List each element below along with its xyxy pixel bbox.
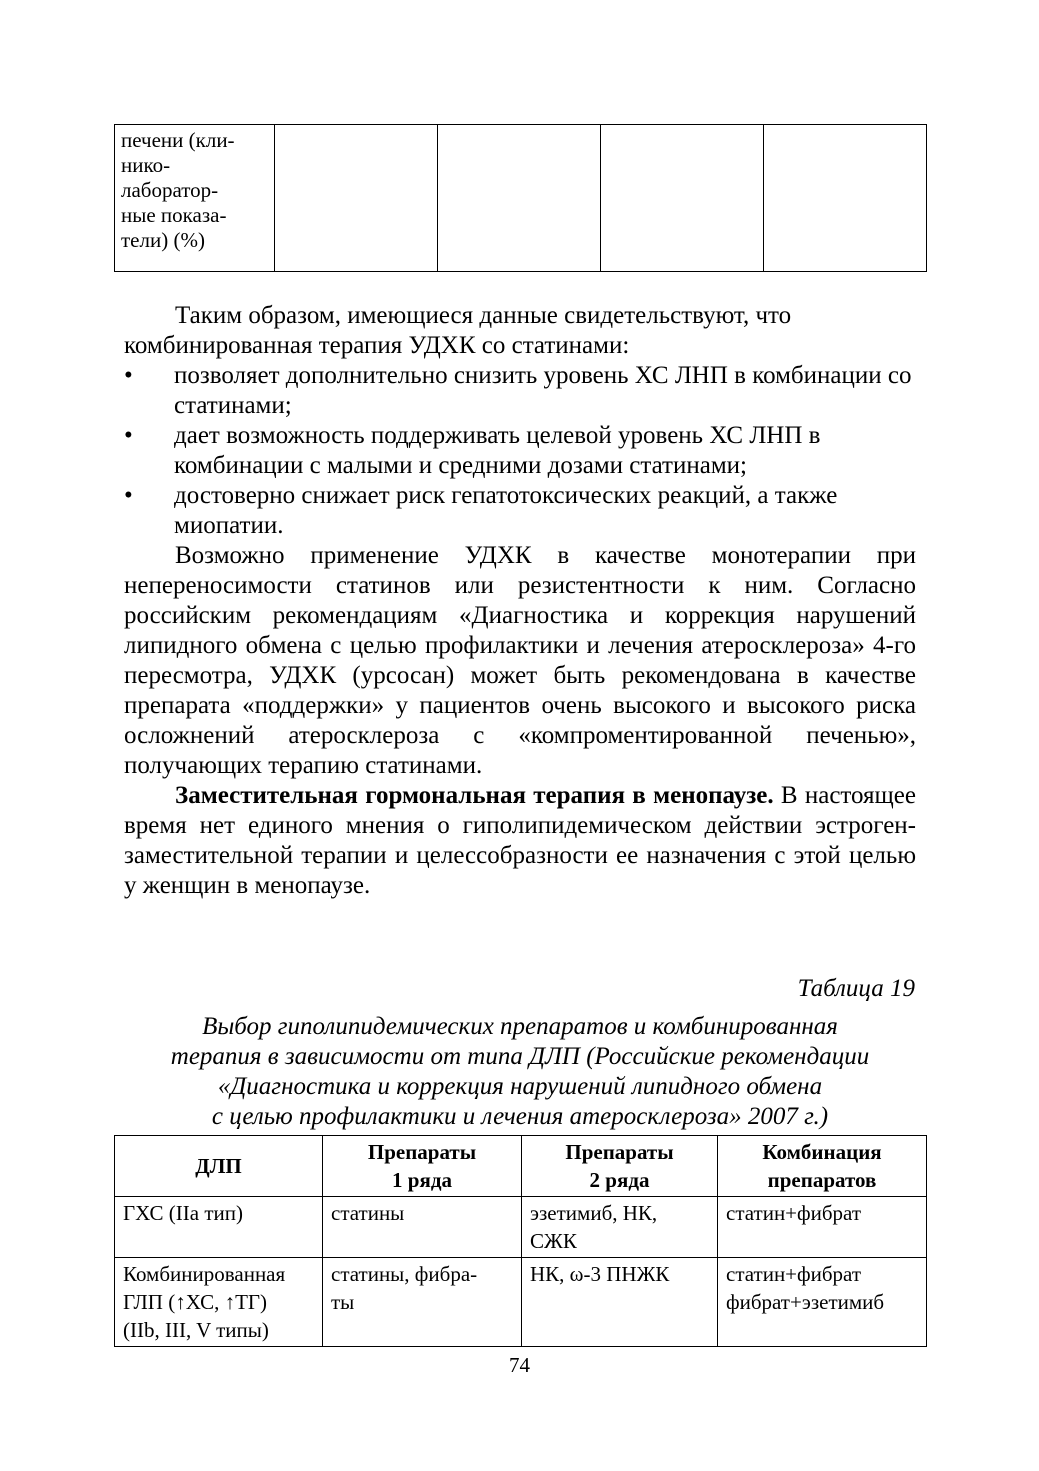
table-cell [115,125,275,272]
header-text-line: 1 ряда [392,1168,452,1192]
cell-text-line: статин+фибрат [726,1262,862,1286]
bullet-icon: • [124,482,133,509]
cell-text-line: статины, фибра- [331,1262,478,1286]
table-header-cell [718,1136,927,1197]
table-cell [522,1197,718,1258]
table-cell [115,1258,323,1347]
table-number: Таблица 19 [797,975,915,1002]
header-text-line: Препараты [367,1140,477,1164]
cell-text-line: нико- [121,153,171,177]
header-text-line: Комбинация [762,1140,882,1164]
table-cell [718,1258,927,1347]
cell-text-line: статины [331,1201,405,1225]
list-item [124,421,916,481]
table-header-cell [522,1136,718,1197]
table-cell [522,1258,718,1347]
table-row [115,125,927,272]
table-cell [323,1197,522,1258]
table-header-row [115,1136,927,1197]
bullet-list [124,361,916,541]
bullet-icon: • [124,422,133,449]
cell-text-line: ГЛП (↑ХС, ↑ТГ) [123,1290,268,1314]
table-row [115,1258,927,1347]
cell-text-line: ные показа- [121,203,227,227]
table-header-cell [323,1136,522,1197]
hormonal-text: В настоящее время нет единого мнения о гиполипидемическом действии эстроген-заместительной терапии и целессобразности ее назначения с этой целью у женщин в менопаузе. [124,782,916,899]
cell-text-line: ты [331,1290,355,1314]
table-title-line: «Диагностика и коррекция нарушений липидного обмена [217,1073,823,1100]
list-item [124,481,916,541]
table-cell [115,1197,323,1258]
hormonal-heading: Заместительная гормональная терапия в менопаузе. [175,782,774,809]
cell-text-line: фибрат+эзетимиб [726,1290,885,1314]
table-cell [601,125,764,272]
body-text [124,301,916,901]
paragraph-monotherapy: Возможно применение УДХК в качестве монотерапии при непереносимости статинов или резистентности к ним. Согласно российским рекомендациям «Диагностика и коррекция нарушений липидного обмена с целью профилактики и лечения атеросклероза» 4-го пересмотра, УДХК (урсосан) может быть рекомендована в качестве препарата «поддержки» у пациентов очень высокого и высокого риска осложнений атеросклероза с «компроментированной печенью», получающих терапию статинами. [124,542,916,779]
list-item [124,361,916,421]
cell-text-line: тели) (%) [121,228,205,252]
table-cell [275,125,438,272]
table-title [114,1012,926,1132]
cell-text-line: ГХС (IIa тип) [123,1201,243,1225]
table-header-cell [115,1136,323,1197]
table-cell [718,1197,927,1258]
paragraph-hormonal [124,781,916,901]
cell-text-line: СЖК [530,1229,577,1253]
cell-text-line: статин+фибрат [726,1201,862,1225]
continued-table [114,124,927,272]
table-cell [764,125,927,272]
cell-text-line: Комбинированная [123,1262,286,1286]
table-cell [323,1258,522,1347]
header-text-line: Препараты [565,1140,674,1164]
list-item-text: дает возможность поддерживать целевой уровень ХС ЛНП в комбинации с малыми и средними дозами статинами; [174,422,821,479]
header-text-line: препаратов [767,1168,877,1192]
list-item-text: достоверно снижает риск гепатотоксических реакций, а также миопатии. [174,482,838,539]
cell-text-line: лаборатор- [121,178,219,202]
intro-paragraph: Таким образом, имеющиеся данные свидетельствуют, что комбинированная терапия УДХК со статинами: [124,302,792,359]
table-title-line: Выбор гиполипидемических препаратов и комбинированная [202,1013,838,1040]
table-title-line: с целью профилактики и лечения атеросклероза» 2007 г.) [211,1103,829,1130]
list-item-text: позволяет дополнительно снизить уровень ХС ЛНП в комбинации со статинами; [174,362,912,419]
table-row [115,1197,927,1258]
table-title-line: терапия в зависимости от типа ДЛП (Российские рекомендации [170,1043,870,1070]
drug-selection-table [114,1135,927,1347]
header-text-line: ДЛП [195,1154,242,1178]
cell-text-line: (IIb, III, V типы) [123,1318,269,1342]
page-number: 74 [509,1353,530,1377]
header-text-line: 2 ряда [589,1168,650,1192]
cell-text-line: эзетимиб, НК, [530,1201,658,1225]
table-cell [438,125,601,272]
cell-text-line: НК, ω-3 ПНЖК [530,1262,670,1286]
cell-text-line: печени (кли- [121,128,235,152]
bullet-icon: • [124,362,133,389]
